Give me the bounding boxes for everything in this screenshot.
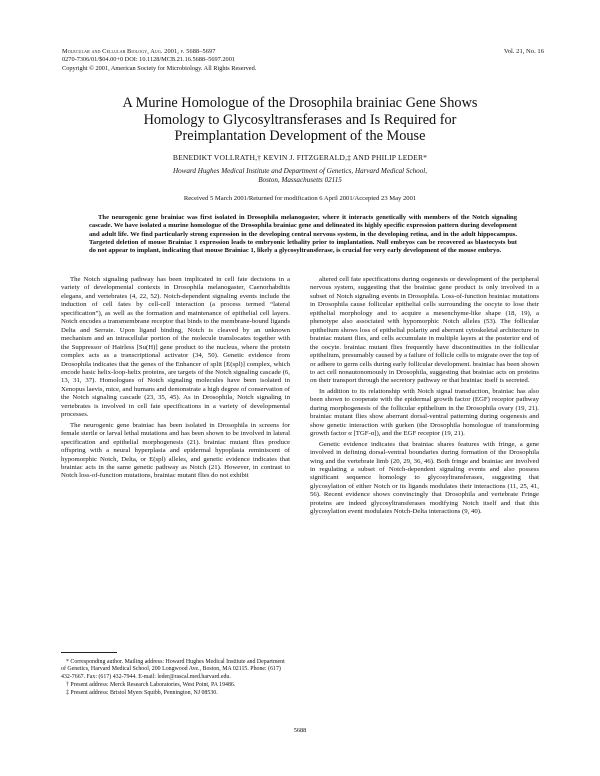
footnote-present-address: ‡ Present address: Bristol Myers Squibb, Pennington, NJ 08530. xyxy=(66,690,218,697)
body-column-right xyxy=(310,276,539,519)
body-paragraph: The neurogenic gene brainiac has been isolated in Drosophila in screens for female sterile or larval lethal mutations and has been shown to be involved in lateral specification and epithelial morphogenesis (21). brainiac mutant flies produce offspring with a neural hyperplasia and epidermal hypoplasia reminiscent of hypomorphic Notch, Delta, or E(spl) alleles, and genetic evidence indicates that brainiac acts in the same genetic pathway as Notch (21). However, in contrast to Notch loss-of-function mutations, brainiac mutant flies do not exhibit xyxy=(61,421,290,480)
body-paragraph: Genetic evidence indicates that brainiac shares features with fringe, a gene involved in defining dorsal-ventral boundaries during formation of the Drosophila wing and the vertebrate limb (20, 29, 36, 46). Both fringe and brainiac are involved in regulating a subset of Notch-dependent signaling events and also possess significant sequence homology to glycosyltransferases, suggesting that glycosylation of either Notch or its ligands modulates their interactions (11, 25, 41, 56). Recent evidence shows convincingly that Drosophila and vertebrate Fringe proteins are indeed glycosyltransferases modifying Notch itself and that this glycosylation event modulates Notch-Delta interactions (9, 40). xyxy=(310,440,539,516)
volume-issue: Vol. 21, No. 16 xyxy=(503,48,544,55)
footnotes xyxy=(61,652,290,698)
body-paragraph: altered cell fate specifications during oogenesis or development of the peripheral nervous system, suggesting that the brainiac gene product is only involved in a subset of Notch signaling events in Drosophila. Loss-of-function brainiac mutations in Drosophila cause follicular epithelial cells surrounding the oocyte to lose their epithelial morphology and to acquire a mesenchyme-like shape (18, 19), a phenotype also associated with hypomorphic Notch alleles (53). The follicular epithelium shows loss of epithelial polarity and aberrant cytoskeletal architecture in brainiac mutant flies, and cells accumulate in multiple layers at the posterior end of the oocyte. brainiac mutant flies frequently have discontinuities in the follicular epithelium, presumably caused by a failure of follicle cells to migrate over the top of or adhere to germ cells during early follicular development. brainiac has been shown to act cell nonautonomously in Drosophila, suggesting that brainiac acts on proteins on their transport through the secretory pathway or that brainiac itself is secreted. xyxy=(310,276,539,385)
body-paragraph: The Notch signaling pathway has been implicated in cell fate decisions in a variety of developmental contexts in Drosophila melanogaster, Caenorhabditis elegans, and vertebrates (4, 22, 52). Notch-dependent signaling events include the induction of cell fates by cell-cell interaction (a process termed “lateral specification”), as well as the formation and maintenance of epithelial cell layers. Notch encodes a transmembrane receptor that binds to the membrane-bound ligands Delta and Serrate. Upon ligand binding, Notch is cleaved by an unknown mechanism and an intracellular portion of the molecule translocates together with the Suppressor of Hairless [Su(H)] gene product to the nucleus, where the protein complex acts as a transcriptional activator (34, 50). Genetic evidence from Drosophila indicates that the genes of the Enhancer of split [E(spl)] complex, which encode basic helix-loop-helix proteins, are targets of the Notch signaling cascade (6, 13, 31, 37). Homologues of Notch signaling molecules have been isolated in Xenopus laevis, mice, and humans and demonstrate a high degree of conservation of the Notch signaling cascade (23, 35, 45). As in Drosophila, Notch signaling in vertebrates is involved in cell fate specifications in a variety of developmental processes. xyxy=(61,276,290,419)
journal-citation-line: Molecular and Cellular Biology, Aug. 2001, p. 5688–5697 xyxy=(62,48,216,55)
affiliation-line-1: Howard Hughes Medical Institute and Department of Genetics, Harvard Medical School, xyxy=(172,167,428,175)
page-number: 5688 xyxy=(293,727,307,734)
abstract: The neurogenic gene brainiac was first isolated in Drosophila melanogaster, where it interacts genetically with members of the Notch signaling cascade. We have isolated a murine homologue of the Drosophila brainiac gene and delineated its highly specific expression pattern during development and adult life. We find particularly strong expression in the developing central nervous system, in the developing retina, and in the adult hippocampus. Targeted deletion of mouse Brainiac 1 expression leads to embryonic lethality prior to implantation. Null embryos can be recovered as blastocysts but do not appear to implant, indicating that mouse Brainiac 1, likely a glycosyltransferase, is crucial for very early development of the mouse embryo. xyxy=(89,214,517,255)
title-line-1: A Murine Homologue of the Drosophila brainiac Gene Shows xyxy=(122,95,478,111)
title-line-2: Homology to Glycosyltransferases and Is Required for xyxy=(143,111,457,128)
doi-line: 0270-7306/01/$04.00+0 DOI: 10.1128/MCB.21.16.5688–5697.2001 xyxy=(62,56,235,64)
body-paragraph: In addition to its relationship with Notch signal transduction, brainiac has also been shown to cooperate with the epidermal growth factor (EGF) receptor pathway during morphogenesis of the follicular epithelium in the Drosophila ovary (19, 21). brainiac mutant flies show aberrant dorsal-ventral patterning during oogenesis and show genetic interaction with gurken (the Drosophila homologue of transforming growth factor α [TGF-α]), and the EGF receptor (19, 21). xyxy=(310,387,539,438)
affiliation xyxy=(50,167,550,185)
copyright-line: Copyright © 2001, American Society for Microbiology. All Rights Reserved. xyxy=(62,64,257,72)
footnote-divider xyxy=(61,652,117,653)
body-column-left xyxy=(61,276,290,483)
footnote-corresponding-author: * Corresponding author. Mailing address: Howard Hughes Medical Institute and Department of Genetics, Harvard Medical School, 200 Longwood Ave., Boston, MA 02115. Phone: (617) 432-7667. Fax: (617) 432-7944. E-mail: leder@rascal.med.harvard.edu. xyxy=(61,659,285,680)
author-list: BENEDIKT VOLLRATH,† KEVIN J. FITZGERALD,‡ AND PHILIP LEDER* xyxy=(172,153,428,162)
journal-header xyxy=(62,48,256,73)
received-dates: Received 5 March 2001/Returned for modification 6 April 2001/Accepted 23 May 2001 xyxy=(183,195,417,202)
footnote-present-address: † Present address: Merck Research Laboratories, West Point, PA 19486. xyxy=(66,681,236,688)
title-line-3: Preimplantation Development of the Mouse xyxy=(174,128,426,145)
affiliation-line-2: Boston, Massachusetts 02115 xyxy=(258,176,342,184)
article-title xyxy=(50,95,550,145)
